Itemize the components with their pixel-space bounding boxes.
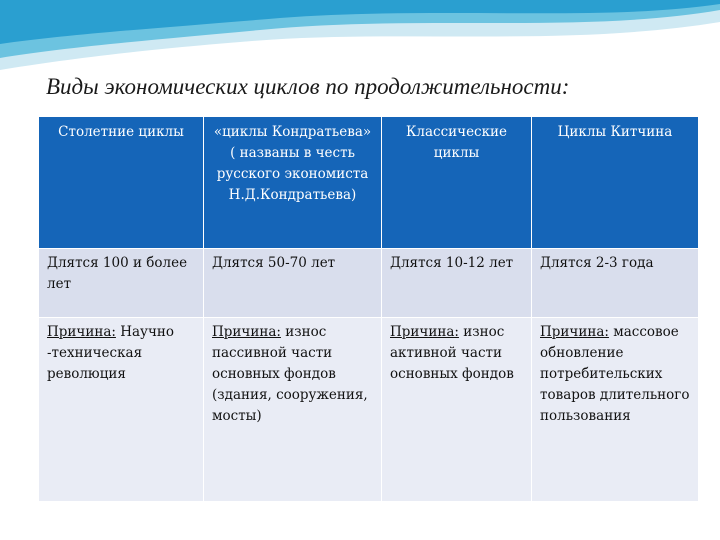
cause-label: Причина: <box>212 324 281 340</box>
header-kitchin-cycles: Циклы Китчина <box>532 117 699 249</box>
header-kondratiev-cycles: «циклы Кондратьева» ( названы в честь русского экономиста Н.Д.Кондратьева) <box>204 117 382 249</box>
cause-text: износ пассивной части основных фондов (здания, сооружения, мосты) <box>212 324 368 424</box>
cause-label: Причина: <box>47 324 116 340</box>
cause-label: Причина: <box>390 324 459 340</box>
cause-kitchin <box>532 318 699 502</box>
header-classic-cycles: Классические циклы <box>382 117 532 249</box>
duration-row <box>39 249 699 318</box>
cause-label: Причина: <box>540 324 609 340</box>
cause-text: Научно -техническая революция <box>47 324 175 382</box>
cause-kondratiev <box>204 318 382 502</box>
duration-kitchin: Длятся 2-3 года <box>532 249 699 318</box>
header-centennial-cycles: Столетние циклы <box>39 117 204 249</box>
cause-text: износ активной части основных фондов <box>390 324 514 382</box>
cause-centennial <box>39 318 204 502</box>
page-title: Виды экономических циклов по продолжительности: <box>46 74 570 99</box>
cause-row <box>39 318 699 502</box>
cause-classic <box>382 318 532 502</box>
duration-kondratiev: Длятся 50-70 лет <box>204 249 382 318</box>
header-row <box>39 117 699 249</box>
duration-classic: Длятся 10-12 лет <box>382 249 532 318</box>
cycles-table <box>38 116 699 502</box>
cause-text: массовое обновление потребительских товаров длительного пользования <box>540 324 690 424</box>
duration-centennial: Длятся 100 и более лет <box>39 249 204 318</box>
